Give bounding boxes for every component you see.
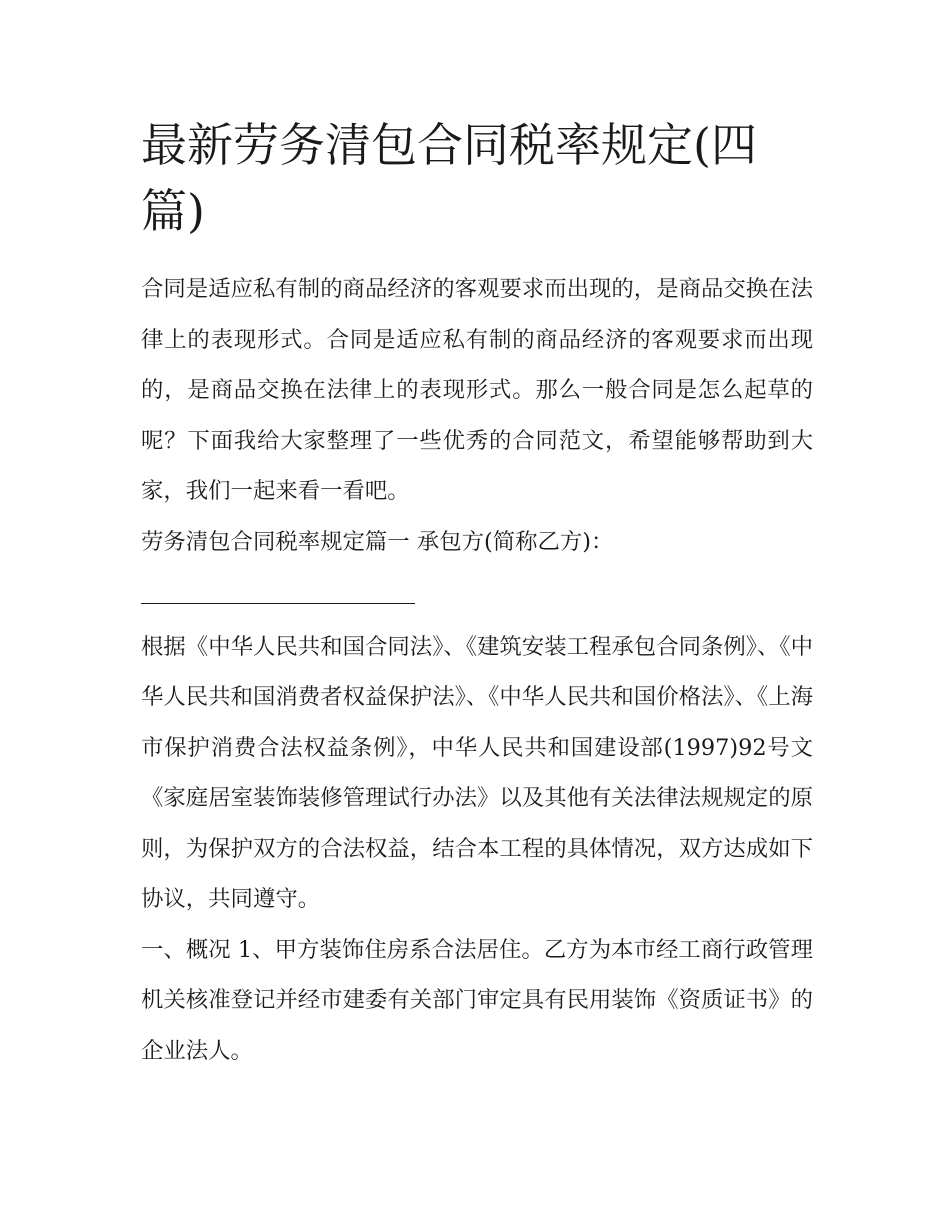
document-body xyxy=(141,112,813,1076)
fill-in-blank-line xyxy=(141,567,415,618)
section-heading: 劳务清包合同税率规定篇一 承包方(简称乙方)： xyxy=(141,528,614,555)
document-title: 最新劳务清包合同税率规定(四篇) xyxy=(141,118,757,238)
intro-paragraph: 合同是适应私有制的商品经济的客观要求而出现的，是商品交换在法律上的表现形式。合同是适应私有制的商品经济的客观要求而出现的，是商品交换在法律上的表现形式。那么一般合同是怎么起草的呢？下面我给大家整理了一些优秀的合同范文，希望能够帮助到大家，我们一起来看一看吧。 xyxy=(141,276,813,504)
clause-paragraph: 一、概况 1、甲方装饰住房系合法居住。乙方为本市经工商行政管理机关核准登记并经市建委有关部门审定具有民用装饰《资质证书》的企业法人。 xyxy=(141,936,813,1064)
legal-basis-paragraph: 根据《中华人民共和国合同法》、《建筑安装工程承包合同条例》、《中华人民共和国消费者权益保护法》、《中华人民共和国价格法》、《上海市保护消费合法权益条例》，中华人民共和国建设部(1997)92号文《家庭居室装饰装修管理试行办法》以及其他有关法律法规规定的原则，为保护双方的合法权益，结合本工程的具体情况，双方达成如下协议，共同遵守。 xyxy=(141,633,813,912)
